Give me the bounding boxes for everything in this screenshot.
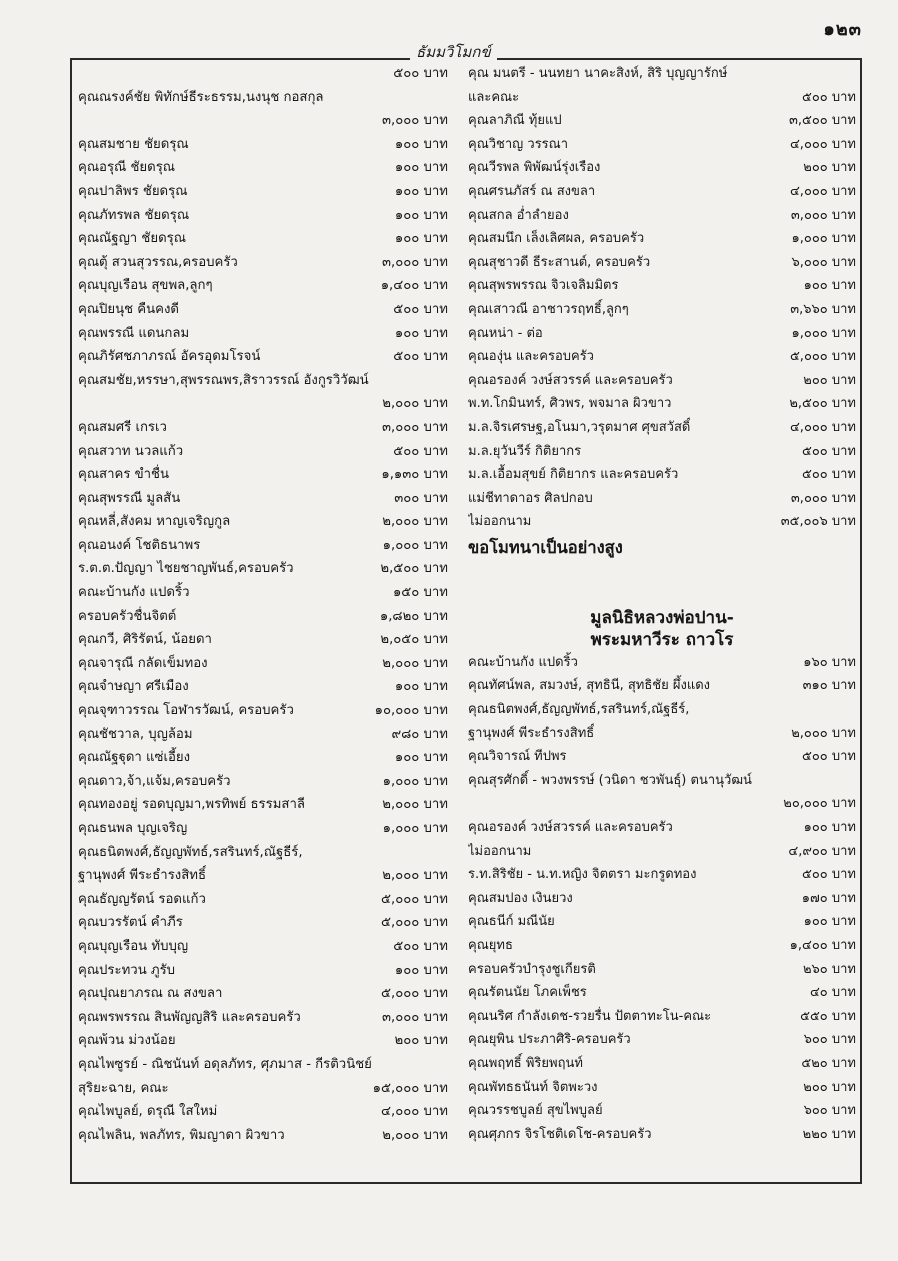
- donor-name: และคณะ: [468, 89, 520, 105]
- donor-row: [78, 62, 448, 86]
- donor-row: [78, 888, 448, 912]
- donation-amount: ๑๐๐ บาท: [803, 914, 856, 930]
- donation-amount: ๑๐๐ บาท: [394, 136, 448, 152]
- donor-row: [78, 487, 448, 511]
- donation-amount: ๓๐๐ บาท: [394, 490, 448, 506]
- donation-amount: ๑๐๐ บาท: [394, 231, 448, 247]
- donation-amount: ๕๐๐ บาท: [393, 301, 448, 317]
- donor-row: [78, 86, 448, 110]
- donor-name: คุณตุ้ สวนสุวรรณ,ครอบครัว: [78, 254, 238, 270]
- donor-row: [78, 156, 448, 180]
- donor-name: คุณอรุณี ชัยดรุณ: [78, 160, 176, 176]
- donation-amount: ๓,๐๐๐ บาท: [381, 113, 448, 129]
- donor-name: คุณไพบูลย์, ดรุณี ใสใหม่: [78, 1104, 218, 1120]
- donor-row: [468, 298, 856, 322]
- donor-row: [468, 1099, 856, 1123]
- donor-name: คุณเสาวณี อาชาวรฤทธิ์,ลูกๆ: [468, 301, 629, 317]
- donation-amount: ๑,๐๐๐ บาท: [791, 325, 856, 341]
- donor-name: ร.ต.ต.ปัญญา ไชยชาญพันธ์,ครอบครัว: [78, 561, 294, 577]
- donor-row: [78, 274, 448, 298]
- donation-amount: [852, 769, 856, 793]
- donor-row: [468, 227, 856, 251]
- donation-amount: ๔,๙๐๐ บาท: [788, 843, 856, 859]
- donor-name: คณะบ้านกัง แปดริ้ว: [468, 654, 578, 670]
- donor-name: คุณหน่า - ต่อ: [468, 325, 543, 341]
- donation-amount: ๒,๐๐๐ บาท: [382, 655, 448, 671]
- donor-name: คุณไพซูรย์ - ณิชนันท์ อดุลภัทร, ศุภมาส - กีรติวนิชย์: [78, 1056, 372, 1072]
- donor-row: [468, 322, 856, 346]
- donor-row: [468, 62, 856, 86]
- donation-amount: ๕๐๐ บาท: [802, 89, 856, 105]
- donor-row: [468, 1123, 856, 1147]
- donation-amount: ๕๐๐ บาท: [802, 467, 856, 483]
- donation-amount: ๔,๐๐๐ บาท: [381, 1104, 448, 1120]
- donor-row: [78, 180, 448, 204]
- donation-amount: ๕,๐๐๐ บาท: [381, 891, 448, 907]
- donor-row: [78, 534, 448, 558]
- donor-row: [468, 792, 856, 816]
- donation-amount: ๑๐๐ บาท: [394, 207, 448, 223]
- donor-name: คุณสมปอง เงินยวง: [468, 890, 573, 906]
- donor-name: คุณบุญเรือน สุขพล,ลูกๆ: [78, 278, 213, 294]
- donor-name: คุณกวี, ศิริรัตน์, น้อยดา: [78, 632, 212, 648]
- donor-name: คุณดาว,จ้า,แจ้ม,ครอบครัว: [78, 773, 231, 789]
- donor-row: [78, 440, 448, 464]
- donor-name: คุณ มนตรี - นนทยา นาคะสิงห์, สิริ บุญญารักษ์: [468, 66, 728, 81]
- donor-name: คุณประทวน ภูรับ: [78, 962, 176, 978]
- donation-amount: ๓,๐๐๐ บาท: [381, 254, 448, 270]
- donation-amount: ๑,๐๐๐ บาท: [382, 821, 448, 836]
- donor-name: คุณอนงค์ โชติธนาพร: [78, 537, 201, 553]
- donation-amount: ๒,๐๐๐ บาท: [382, 868, 448, 884]
- donation-amount: ๕๐๐ บาท: [802, 867, 856, 883]
- donor-row: [468, 463, 856, 487]
- donation-amount: ๒๖๐ บาท: [802, 961, 856, 977]
- donor-row: [78, 746, 448, 770]
- donor-row: [468, 745, 856, 769]
- donation-amount: ๕๐๐ บาท: [393, 938, 448, 954]
- donor-row: [468, 1052, 856, 1076]
- donor-row: [468, 887, 856, 911]
- donation-amount: ๒,๕๐๐ บาท: [789, 396, 856, 412]
- donation-amount: ๙๘๐ บาท: [391, 726, 448, 742]
- donor-name: คุณสุชาวดี ธีระสานต์, ครอบครัว: [468, 254, 651, 270]
- donor-row: [468, 863, 856, 887]
- donor-row: [78, 510, 448, 534]
- donation-amount: ๕๐๐ บาท: [393, 349, 448, 365]
- donation-amount: ๒,๐๕๐ บาท: [380, 632, 448, 648]
- donation-amount: ๓,๐๐๐ บาท: [381, 419, 448, 435]
- donor-name: คุณปิยนุช คืนคงดี: [78, 301, 179, 317]
- donor-name: คุณณัฐฐุดา แซ่เอี้ยง: [78, 750, 191, 766]
- closing-heading: ขอโมทนาเป็นอย่างสูง: [468, 537, 623, 557]
- donation-amount: ๑,๑๓๐ บาท: [381, 467, 448, 483]
- donor-row: [78, 1100, 448, 1124]
- donor-row: [468, 133, 856, 157]
- donor-row: [468, 1076, 856, 1100]
- donor-name: คุณทัศน์พล, สมวงษ์, สุทธินี, สุทธิชัย ผึ้งแดง: [468, 678, 710, 694]
- donor-name: สุริยะฉาย, คณะ: [78, 1080, 169, 1096]
- donation-amount: ๖๐๐ บาท: [803, 1032, 856, 1048]
- donor-name: คุณนริศ กำลังเดช-รวยรื่น ปัตตาทะโน-คณะ: [468, 1008, 712, 1024]
- donor-row: [78, 581, 448, 605]
- donor-name: ฐานุพงศ์ พีระธำรงสิทธิ์: [468, 725, 595, 741]
- donor-name: คุณปุณยาภรณ ณ สงขลา: [78, 986, 223, 1002]
- donor-row: [78, 675, 448, 699]
- donation-amount: ๔,๐๐๐ บาท: [789, 136, 856, 152]
- donation-amount: ๑๐๐ บาท: [394, 679, 448, 695]
- donation-amount: ๕๐๐ บาท: [802, 443, 856, 459]
- donation-amount: ๕๐๐ บาท: [802, 749, 856, 765]
- donor-name: ฐานุพงศ์ พีระธำรงสิทธิ์: [78, 868, 207, 884]
- donor-row: [78, 935, 448, 959]
- donation-amount: ๕๐๐ บาท: [393, 66, 448, 81]
- donor-name: คุณปาลิพร ชัยดรุณ: [78, 183, 188, 199]
- donor-row: [78, 723, 448, 747]
- donation-amount: [444, 369, 448, 393]
- donation-amount: ๕๒๐ บาท: [801, 1055, 856, 1071]
- donor-row: [468, 440, 856, 464]
- donor-row: [468, 698, 856, 722]
- foundation-title-line-2: พระมหาวีระ ถาวโร: [590, 629, 734, 650]
- donor-name: คุณวรรชบูลย์ สุขไพบูลย์: [468, 1103, 603, 1119]
- donor-name: คุณธัญญรัตน์ รอดแก้ว: [78, 891, 206, 907]
- donor-row: [78, 557, 448, 581]
- donor-name: คุณพรรณี แดนกลม: [78, 325, 190, 341]
- donor-row: [468, 510, 856, 534]
- donor-name: คุณไพลิน, พลภัทร, พิมญาดา ผิวขาว: [78, 1127, 285, 1143]
- donation-amount: ๒,๐๐๐ บาท: [382, 514, 448, 530]
- donation-amount: ๓๕,๐๐๖ บาท: [780, 514, 856, 530]
- donation-amount: [852, 62, 856, 86]
- donor-name: คุณจารุณี กลัดเข็มทอง: [78, 655, 208, 671]
- donation-amount: ๑๐๐ บาท: [803, 278, 856, 294]
- donor-name: คุณองุ่น และครอบครัว: [468, 349, 594, 365]
- donor-name: คุณพ้วน ม่วงน้อย: [78, 1033, 176, 1049]
- donor-name: คุณพรพรรณ สินพัญญสิริ และครอบครัว: [78, 1009, 301, 1025]
- donor-name: คุณอรองค์ วงษ์สวรรค์ และครอบครัว: [468, 372, 673, 388]
- donation-amount: ๑,๐๐๐ บาท: [382, 773, 448, 789]
- donor-name: ม.ล.จิรเศรษฐ,อโนมา,วรุตมาศ ศุขสวัสดิ์: [468, 419, 691, 435]
- donor-row: [78, 109, 448, 133]
- donor-name: คุณวิชาญ วรรณา: [468, 136, 569, 152]
- donation-amount: ๔,๐๐๐ บาท: [789, 183, 856, 199]
- page-number: ๑๒๓: [823, 19, 862, 40]
- donor-row: [468, 251, 856, 275]
- donation-amount: ๒,๐๐๐ บาท: [382, 396, 448, 412]
- donor-row: [468, 674, 856, 698]
- donation-amount: ๓,๕๐๐ บาท: [789, 113, 856, 129]
- donation-amount: ๒๒๐ บาท: [802, 1126, 856, 1142]
- donor-row: [78, 605, 448, 629]
- donor-row: [468, 981, 856, 1005]
- donor-name: คุณธนพล บุญเจริญ: [78, 821, 188, 836]
- donor-name: คณะบ้านกัง แปดริ้ว: [78, 585, 190, 601]
- donor-row: [468, 958, 856, 982]
- donor-name: คุณรัตนนัย โภคเพ็ชร: [468, 985, 587, 1001]
- donor-name: คุณจำษญา ศรีเมือง: [78, 679, 189, 695]
- donor-name: คุณลาภิณี ทุ้ยแป: [468, 113, 562, 129]
- donor-row: [468, 910, 856, 934]
- donor-row: [468, 769, 856, 793]
- donor-row: [468, 416, 856, 440]
- donor-row: [78, 298, 448, 322]
- running-title: ธัมมวิโมกข์: [410, 40, 497, 64]
- donor-row: [78, 817, 448, 841]
- donation-amount: ๒,๐๐๐ บาท: [791, 725, 856, 741]
- donation-amount: ๖๐๐ บาท: [803, 1103, 856, 1119]
- donor-name: คุณพัทธธนันท์ จิตพะวง: [468, 1079, 598, 1095]
- donation-amount: ๑๐๐ บาท: [394, 962, 448, 978]
- right-donor-column: [468, 62, 856, 1146]
- donor-name: คุณสมศรี เกรเว: [78, 419, 167, 435]
- donor-name: คุณวีรพล พิพัฒน์รุ่งเรือง: [468, 160, 601, 176]
- donor-name: คุณยุทธ: [468, 938, 513, 953]
- donor-row: [468, 1005, 856, 1029]
- donor-row: [78, 345, 448, 369]
- donor-name: คุณภิรัศชภาภรณ์ อัครอุดมโรจน์: [78, 349, 261, 365]
- donor-row: [78, 416, 448, 440]
- donor-name: ม.ล.ยุวันวีร์ กิติยากร: [468, 443, 582, 459]
- donor-name: คุณธนิตพงศ์,ธัญญพัทธ์,รสรินทร์,ณัฐธีร์,: [468, 702, 690, 718]
- donor-name: คุณณรงค์ชัย พิทักษ์ธีระธรรม,นงนุช กอสกุล: [78, 89, 324, 105]
- donation-amount: ๕,๐๐๐ บาท: [381, 986, 448, 1002]
- donation-amount: ๒๐๐ บาท: [803, 372, 856, 388]
- donor-name: คุณธนิตพงศ์,ธัญญพัทธ์,รสรินทร์,ณัฐธีร์,: [78, 844, 303, 860]
- donation-amount: ๓,๐๐๐ บาท: [790, 490, 856, 506]
- donor-name: คุณสมนึก เล็งเลิศผล, ครอบครัว: [468, 231, 645, 247]
- donor-row: [78, 251, 448, 275]
- donor-name: คุณสวาท นวลแก้ว: [78, 443, 184, 459]
- donation-amount: ๓,๐๐๐ บาท: [790, 207, 856, 223]
- donor-name: คุณสุพรพรรณ จิวเจลิมมิตร: [468, 278, 619, 294]
- donor-row: [78, 133, 448, 157]
- donor-name: คุณชัชวาล, บุญล้อม: [78, 726, 193, 742]
- donation-amount: ๑,๔๐๐ บาท: [789, 938, 856, 953]
- donation-amount: ๒,๐๐๐ บาท: [382, 1127, 448, 1143]
- donor-row: [78, 1053, 448, 1077]
- donation-amount: ๑๐๐ บาท: [803, 820, 856, 836]
- donor-row: [468, 934, 856, 958]
- donor-name: คุณพฤทธิ์ พิริยพฤนท์: [468, 1055, 583, 1071]
- donor-name: คุณณัฐญา ชัยดรุณ: [78, 231, 186, 247]
- donation-amount: ๒,๕๐๐ บาท: [380, 561, 448, 577]
- donor-row: [78, 204, 448, 228]
- donation-amount: ๓,๐๐๐ บาท: [381, 1009, 448, 1025]
- donor-row: [78, 1077, 448, 1101]
- donor-row: [468, 487, 856, 511]
- donor-name: คุณอรองค์ วงษ์สวรรค์ และครอบครัว: [468, 820, 673, 836]
- donor-name: คุณสกล อ่ำลำยอง: [468, 207, 569, 223]
- donor-row: [78, 369, 448, 393]
- right-donor-list-bottom: [468, 651, 856, 1146]
- donation-amount: ๕๐๐ บาท: [393, 443, 448, 459]
- donor-row: [78, 911, 448, 935]
- donor-name: คุณศุภกร จิรโชติเดโช-ครอบครัว: [468, 1126, 652, 1142]
- donor-name: คุณสุรศักดิ์ - พวงพรรษ์ (วนิดา ชวพันธุ์) ตนานุวัฒน์: [468, 772, 752, 788]
- donor-name: คุณสมชาย ชัยดรุณ: [78, 136, 189, 152]
- donation-amount: ๕,๐๐๐ บาท: [789, 349, 856, 365]
- donor-row: [78, 770, 448, 794]
- donor-name: ม.ล.เอื้อมสุขย์ กิติยากร และครอบครัว: [468, 467, 679, 483]
- donor-row: [468, 86, 856, 110]
- donation-amount: [444, 1053, 448, 1077]
- donation-amount: ๓๑๐ บาท: [802, 678, 856, 694]
- donor-row: [78, 322, 448, 346]
- donation-amount: ๒๐,๐๐๐ บาท: [783, 796, 856, 812]
- donor-row: [78, 1124, 448, 1148]
- donation-amount: ๓,๖๖๐ บาท: [790, 301, 856, 317]
- donation-amount: [444, 841, 448, 865]
- donor-row: [78, 864, 448, 888]
- donor-row: [468, 345, 856, 369]
- donation-amount: ๑๕๐ บาท: [392, 585, 448, 601]
- donor-name: คุณสมชัย,หรรษา,สุพรรณพร,สิราวรรณ์ อังกูรวิวัฒน์: [78, 372, 369, 388]
- donor-row: [468, 156, 856, 180]
- donor-name: คุณสาคร ขำชื่น: [78, 467, 169, 483]
- donor-name: แม่ชีทาดาอร ศิลปกอบ: [468, 490, 593, 506]
- donation-amount: ๑,๘๒๐ บาท: [379, 608, 448, 624]
- left-donor-column: [78, 62, 448, 1147]
- donor-name: คุณศรนภัสร์ ณ สงขลา: [468, 183, 596, 199]
- donor-row: [78, 982, 448, 1006]
- donor-name: ครอบครัวบำรุงชูเกียรติ: [468, 961, 596, 977]
- section-gap: [468, 561, 856, 607]
- donation-amount: [852, 698, 856, 722]
- donation-amount: ๒๐๐ บาท: [394, 1033, 448, 1049]
- donor-row: [78, 392, 448, 416]
- donor-name: ไม่ออกนาม: [468, 514, 532, 530]
- donor-row: [468, 840, 856, 864]
- donor-name: ไม่ออกนาม: [468, 843, 532, 859]
- donation-amount: ๑๐๐ บาท: [394, 325, 448, 341]
- donation-amount: ๑๐๐ บาท: [394, 160, 448, 176]
- donor-name: คุณธนีก์ มณีนัย: [468, 914, 555, 930]
- donor-row: [78, 793, 448, 817]
- donor-row: [468, 204, 856, 228]
- donation-amount: ๒,๐๐๐ บาท: [382, 797, 448, 813]
- donation-amount: ๔,๐๐๐ บาท: [789, 419, 856, 435]
- donor-row: [78, 699, 448, 723]
- donation-amount: ๑๖๐ บาท: [803, 654, 856, 670]
- donation-amount: ๑๐๐ บาท: [394, 750, 448, 766]
- donation-amount: ๑๐,๐๐๐ บาท: [374, 703, 448, 719]
- donation-amount: ๑,๐๐๐ บาท: [791, 231, 856, 247]
- donation-amount: ๑,๔๐๐ บาท: [380, 278, 448, 294]
- donor-name: คุณวิจารณ์ ทีปพร: [468, 749, 567, 765]
- donor-row: [468, 392, 856, 416]
- donor-row: [468, 651, 856, 675]
- donor-name: คุณหลี่,สังคม หาญเจริญกูล: [78, 514, 231, 530]
- donor-row: [78, 1029, 448, 1053]
- donor-row: [78, 1006, 448, 1030]
- donor-row: [468, 274, 856, 298]
- donor-row: [78, 227, 448, 251]
- donor-name: คุณภัทรพล ชัยดรุณ: [78, 207, 190, 223]
- donor-row: [468, 369, 856, 393]
- donor-row: [78, 628, 448, 652]
- donation-amount: ๑๗๐ บาท: [801, 890, 856, 906]
- donor-name: คุณบุญเรือน ทับบุญ: [78, 938, 189, 954]
- donor-row: [468, 180, 856, 204]
- donor-row: [468, 1028, 856, 1052]
- donor-name: คุณยุพิน ประภาศิริ-ครอบครัว: [468, 1032, 631, 1048]
- donation-amount: ๔๐ บาท: [809, 985, 856, 1001]
- donor-row: [78, 463, 448, 487]
- donor-name: คุณทองอยู่ รอดบุญมา,พรทิพย์ ธรรมสาลี: [78, 797, 305, 813]
- donor-name: ครอบครัวชื่นจิตต์: [78, 608, 177, 624]
- donation-amount: [444, 86, 448, 110]
- right-donor-list-top: [468, 62, 856, 534]
- donation-amount: ๑,๐๐๐ บาท: [382, 537, 448, 553]
- donation-amount: ๒๐๐ บาท: [803, 160, 856, 176]
- foundation-title-line-1: มูลนิธิหลวงพ่อปาน-: [590, 607, 734, 628]
- donor-row: [468, 722, 856, 746]
- donor-name: ร.ท.สิริชัย - น.ท.หญิง จิตตรา มะกรูดทอง: [468, 867, 697, 883]
- donor-name: พ.ท.โกมินทร์, ศิวพร, พจมาล ผิวขาว: [468, 396, 672, 412]
- donation-amount: ๒๐๐ บาท: [803, 1079, 856, 1095]
- donation-amount: ๑๐๐ บาท: [394, 183, 448, 199]
- donor-name: คุณจุฑาวรรณ โอฬารวัฒน์, ครอบครัว: [78, 703, 294, 719]
- donor-row: [468, 816, 856, 840]
- donor-name: คุณสุพรรณี มูลสัน: [78, 490, 181, 506]
- donor-row: [78, 652, 448, 676]
- donor-row: [78, 959, 448, 983]
- donation-amount: ๕,๐๐๐ บาท: [381, 915, 448, 931]
- donation-amount: ๖,๐๐๐ บาท: [791, 254, 856, 270]
- donation-amount: ๑๕,๐๐๐ บาท: [372, 1080, 448, 1096]
- donor-row: [468, 109, 856, 133]
- donor-row: [78, 841, 448, 865]
- donor-name: คุณบวรรัตน์ คำภีร: [78, 915, 183, 931]
- donation-amount: ๕๕๐ บาท: [800, 1008, 856, 1024]
